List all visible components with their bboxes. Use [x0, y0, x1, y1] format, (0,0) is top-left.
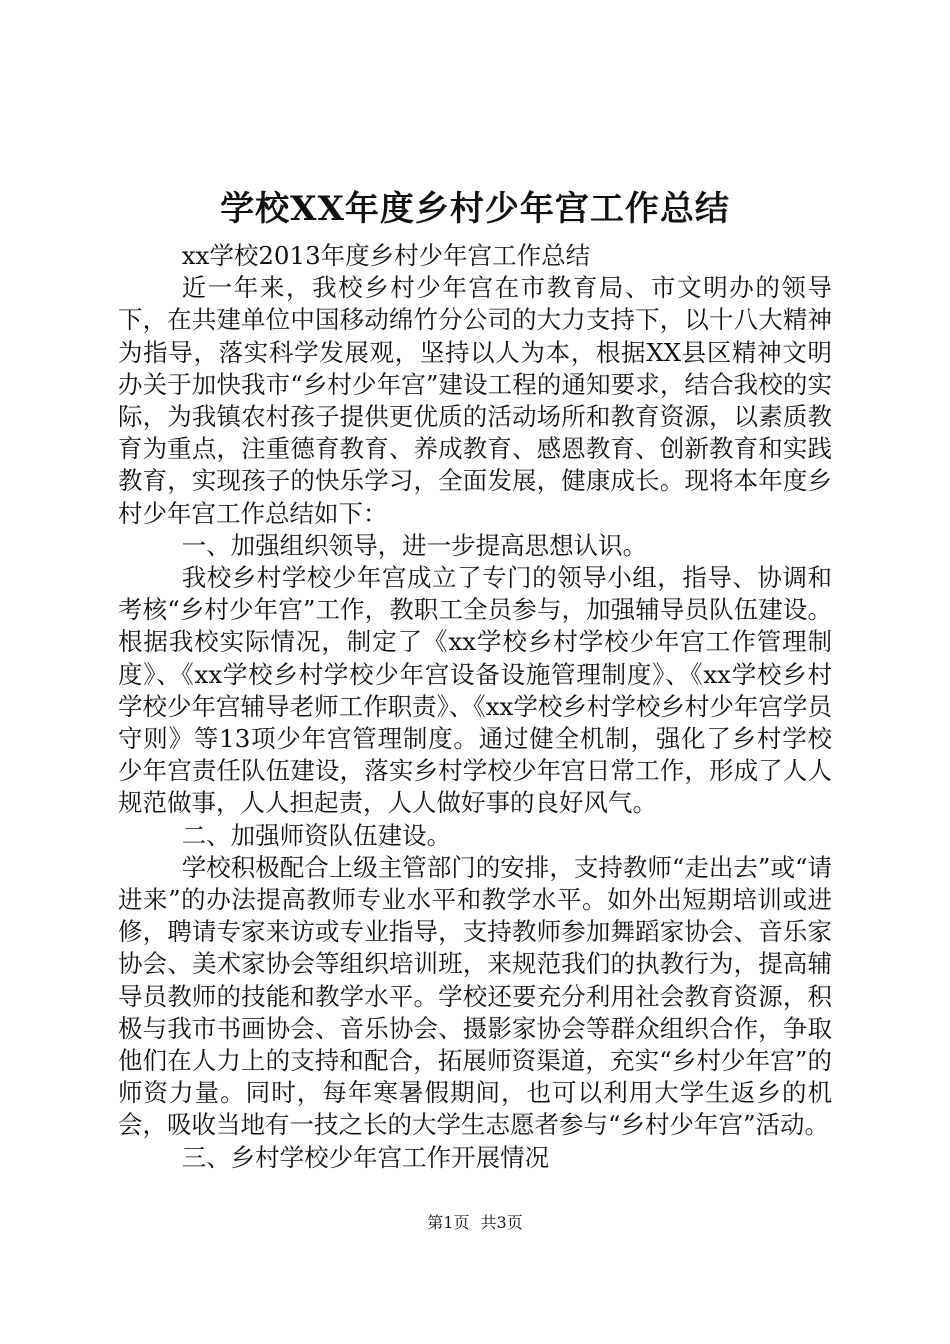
section-heading: 二、加强师资队伍建设。	[181, 820, 452, 850]
body-paragraph: 近一年来，我校乡村少年宫在市教育局、市文明办的领导下，在共建单位中国移动绵竹分公司的大力支持下，以十八大精神为指导，落实科学发展观，坚持以人为本，根据XX县区精神文明办关于加快我市“乡村少年宫”建设工程的通知要求，结合我校的实际，为我镇农村孩子提供更优质的活动场所和教育资源，以素质教育为重点，注重德育教育、养成教育、感恩教育、创新教育和实践教育，实现孩子的快乐学习，全面发展，健康成长。现将本年度乡村少年宫工作总结如下：	[118, 273, 832, 528]
page-number: 第1页	[427, 1213, 470, 1232]
body-paragraph: xx学校2013年度乡村少年宫工作总结	[181, 241, 591, 270]
body-paragraph: 我校乡村学校少年宫成立了专门的领导小组，指导、协调和考核“乡村少年宫”工作，教职工全员参与，加强辅导员队伍建设。根据我校实际情况，制定了《xx学校乡村学校少年宫工作管理制度》、《xx学校乡村学校少年宫设备设施管理制度》、《xx学校乡村学校少年宫辅导老师工作职责》、《xx学校乡村学校乡村少年宫学员守则》等13项少年宫管理制度。通过健全机制，强化了乡村学校少年宫责任队伍建设，落实乡村学校少年宫日常工作，形成了人人规范做事，人人担起责，人人做好事的良好风气。	[118, 563, 832, 818]
page-total: 共3页	[480, 1213, 523, 1232]
page-footer	[0, 1212, 950, 1234]
section-heading: 一、加强组织领导，进一步提高思想认识。	[181, 530, 648, 560]
document-title: 学校XX年度乡村少年宫工作总结	[220, 189, 730, 229]
section-heading: 三、乡村学校少年宫工作开展情况	[181, 1142, 550, 1172]
body-paragraph: 学校积极配合上级主管部门的安排，支持教师“走出去”或“请进来”的办法提高教师专业水平和教学水平。如外出短期培训或进修，聘请专家来访或专业指导，支持教师参加舞蹈家协会、音乐家协会、美术家协会等组织培训班，来规范我们的执教行为，提高辅导员教师的技能和教学水平。学校还要充分利用社会教育资源，积极与我市书画协会、音乐协会、摄影家协会等群众组织合作，争取他们在人力上的支持和配合，拓展师资渠道，充实“乡村少年宫”的师资力量。同时，每年寒暑假期间，也可以利用大学生返乡的机会，吸收当地有一技之长的大学生志愿者参与“乡村少年宫”活动。	[118, 852, 832, 1140]
document-body	[118, 240, 832, 1174]
